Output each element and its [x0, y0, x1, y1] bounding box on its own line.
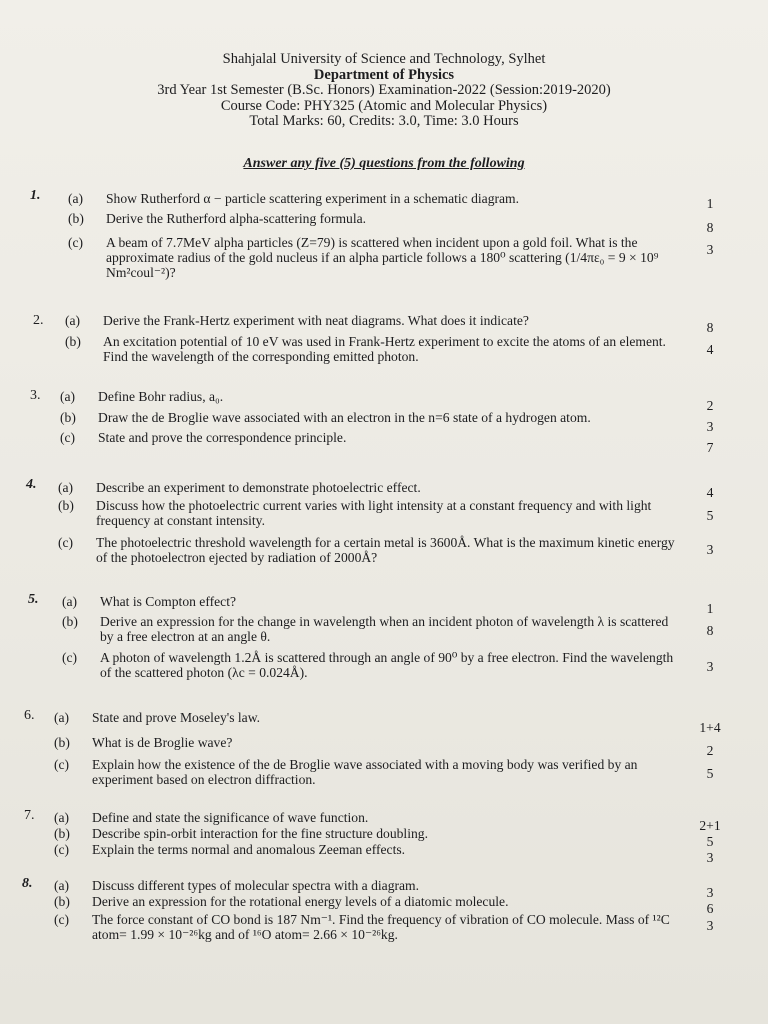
part-marks: 1+4 — [699, 720, 721, 735]
part-text: Draw the de Broglie wave associated with an electron in the n=6 state of a hydrogen atom. — [98, 410, 591, 425]
part-label: (c) — [54, 842, 70, 857]
part-marks: 4 — [706, 342, 714, 357]
part-text: What is de Broglie wave? — [92, 735, 233, 750]
part-marks: 1 — [706, 601, 714, 616]
part-text: Derive the Frank-Hertz experiment with neat diagrams. What does it indicate? — [103, 313, 529, 328]
part-label: (a) — [65, 313, 81, 328]
part-marks: 8 — [706, 220, 714, 235]
part-text: Explain how the existence of the de Broglie wave associated with a moving body was verified by an experiment based on electron diffraction. — [92, 757, 638, 787]
part-label: (b) — [54, 735, 70, 750]
question-number: 1. — [30, 188, 41, 203]
part-text: Discuss different types of molecular spectra with a diagram. — [92, 878, 420, 893]
question-number: 2. — [33, 313, 44, 328]
part-text: What is Compton effect? — [100, 594, 237, 609]
part-label: (c) — [68, 235, 84, 250]
part-text: Derive an expression for the change in wavelength when an incident photon of wavelength λ is scattered by a free electron at an angle θ. — [100, 614, 669, 644]
part-text: A beam of 7.7MeV alpha particles (Z=79) is scattered when incident upon a gold foil. What is the approximate radius of the gold nucleus if an alpha particle follows a 180⁰ scattering (1/4πε₀ = 9 × 10⁹ Nm²coul⁻²)? — [106, 235, 659, 280]
question-number: 3. — [30, 388, 41, 403]
part-marks: 7 — [706, 440, 714, 455]
part-label: (a) — [68, 191, 84, 206]
part-marks: 5 — [706, 766, 714, 781]
part-label: (b) — [58, 498, 74, 513]
part-marks: 3 — [706, 659, 714, 674]
part-marks: 1 — [706, 196, 714, 211]
part-marks: 3 — [706, 918, 714, 933]
part-marks: 5 — [706, 508, 714, 523]
part-text: Explain the terms normal and anomalous Zeeman effects. — [92, 842, 406, 857]
part-text: Define Bohr radius, a₀. — [98, 389, 224, 404]
part-label: (c) — [54, 912, 70, 927]
university-name: Shahjalal University of Science and Technology, Sylhet — [222, 51, 546, 67]
part-marks: 5 — [706, 834, 714, 849]
question-number: 5. — [28, 592, 39, 607]
part-marks: 8 — [706, 623, 714, 638]
department-name: Department of Physics — [313, 66, 455, 83]
exam-header — [0, 52, 768, 130]
part-text: Derive the Rutherford alpha-scattering formula. — [106, 211, 367, 226]
part-marks: 8 — [706, 320, 714, 335]
part-marks: 4 — [706, 485, 714, 500]
part-marks: 2 — [706, 398, 714, 413]
part-label: (c) — [58, 535, 74, 550]
part-marks: 3 — [706, 242, 714, 257]
part-label: (c) — [62, 650, 78, 665]
part-label: (a) — [60, 389, 76, 404]
part-text: Discuss how the photoelectric current varies with light intensity at a constant frequency and with light frequency at constant intensity. — [96, 498, 652, 528]
total-marks: Total Marks: 60, Credits: 3.0, Time: 3.0 Hours — [249, 113, 519, 129]
part-text: State and prove Moseley's law. — [92, 710, 261, 725]
part-marks: 2+1 — [699, 818, 721, 833]
part-label: (b) — [68, 211, 84, 226]
part-text: State and prove the correspondence principle. — [98, 430, 347, 445]
part-label: (a) — [54, 878, 70, 893]
part-label: (a) — [54, 810, 70, 825]
part-text: Define and state the significance of wave function. — [92, 810, 369, 825]
part-label: (a) — [54, 710, 70, 725]
part-text: Show Rutherford α − particle scattering experiment in a schematic diagram. — [106, 191, 520, 206]
part-label: (b) — [60, 410, 76, 425]
part-text: The force constant of CO bond is 187 Nm⁻¹. Find the frequency of vibration of CO molecule. Mass of ¹²C atom= 1.99 × 10⁻²⁶kg and of ¹⁶O atom= 2.66 × 10⁻²⁶kg. — [92, 912, 670, 942]
part-text: The photoelectric threshold wavelength for a certain metal is 3600Å. What is the maximum kinetic energy of the photoelectron ejected by radiation of 2000Å? — [96, 535, 675, 565]
part-marks: 3 — [706, 885, 714, 900]
part-text: Describe an experiment to demonstrate photoelectric effect. — [96, 480, 421, 495]
part-marks: 3 — [706, 850, 714, 865]
course-code: Course Code: PHY325 (Atomic and Molecular Physics) — [220, 97, 548, 114]
question-number: 4. — [26, 477, 37, 492]
part-marks: 3 — [706, 419, 714, 434]
question-number: 6. — [24, 708, 35, 723]
part-marks: 2 — [706, 743, 714, 758]
part-label: (b) — [54, 826, 70, 841]
part-marks: 3 — [706, 542, 714, 557]
part-label: (a) — [62, 594, 78, 609]
question-number: 7. — [24, 808, 35, 823]
part-text: Derive an expression for the rotational energy levels of a diatomic molecule. — [92, 894, 509, 909]
part-text: Describe spin-orbit interaction for the fine structure doubling. — [92, 826, 428, 841]
part-label: (c) — [60, 430, 76, 445]
part-text: A photon of wavelength 1.2Å is scattered through an angle of 90⁰ by a free electron. Find the wavelength of the scattered photon (λc = 0.024Å). — [100, 650, 674, 680]
part-text: An excitation potential of 10 eV was used in Frank-Hertz experiment to excite the atoms of an element. Find the wavelength of the corresponding emitted photon. — [103, 334, 666, 364]
instruction: Answer any five (5) questions from the following — [243, 156, 525, 171]
part-label: (b) — [54, 894, 70, 909]
part-label: (b) — [65, 334, 81, 349]
exam-title: 3rd Year 1st Semester (B.Sc. Honors) Examination-2022 (Session:2019-2020) — [157, 82, 611, 98]
part-label: (a) — [58, 480, 74, 495]
part-marks: 6 — [706, 901, 714, 916]
question-number: 8. — [22, 876, 33, 891]
part-label: (b) — [62, 614, 78, 629]
part-label: (c) — [54, 757, 70, 772]
